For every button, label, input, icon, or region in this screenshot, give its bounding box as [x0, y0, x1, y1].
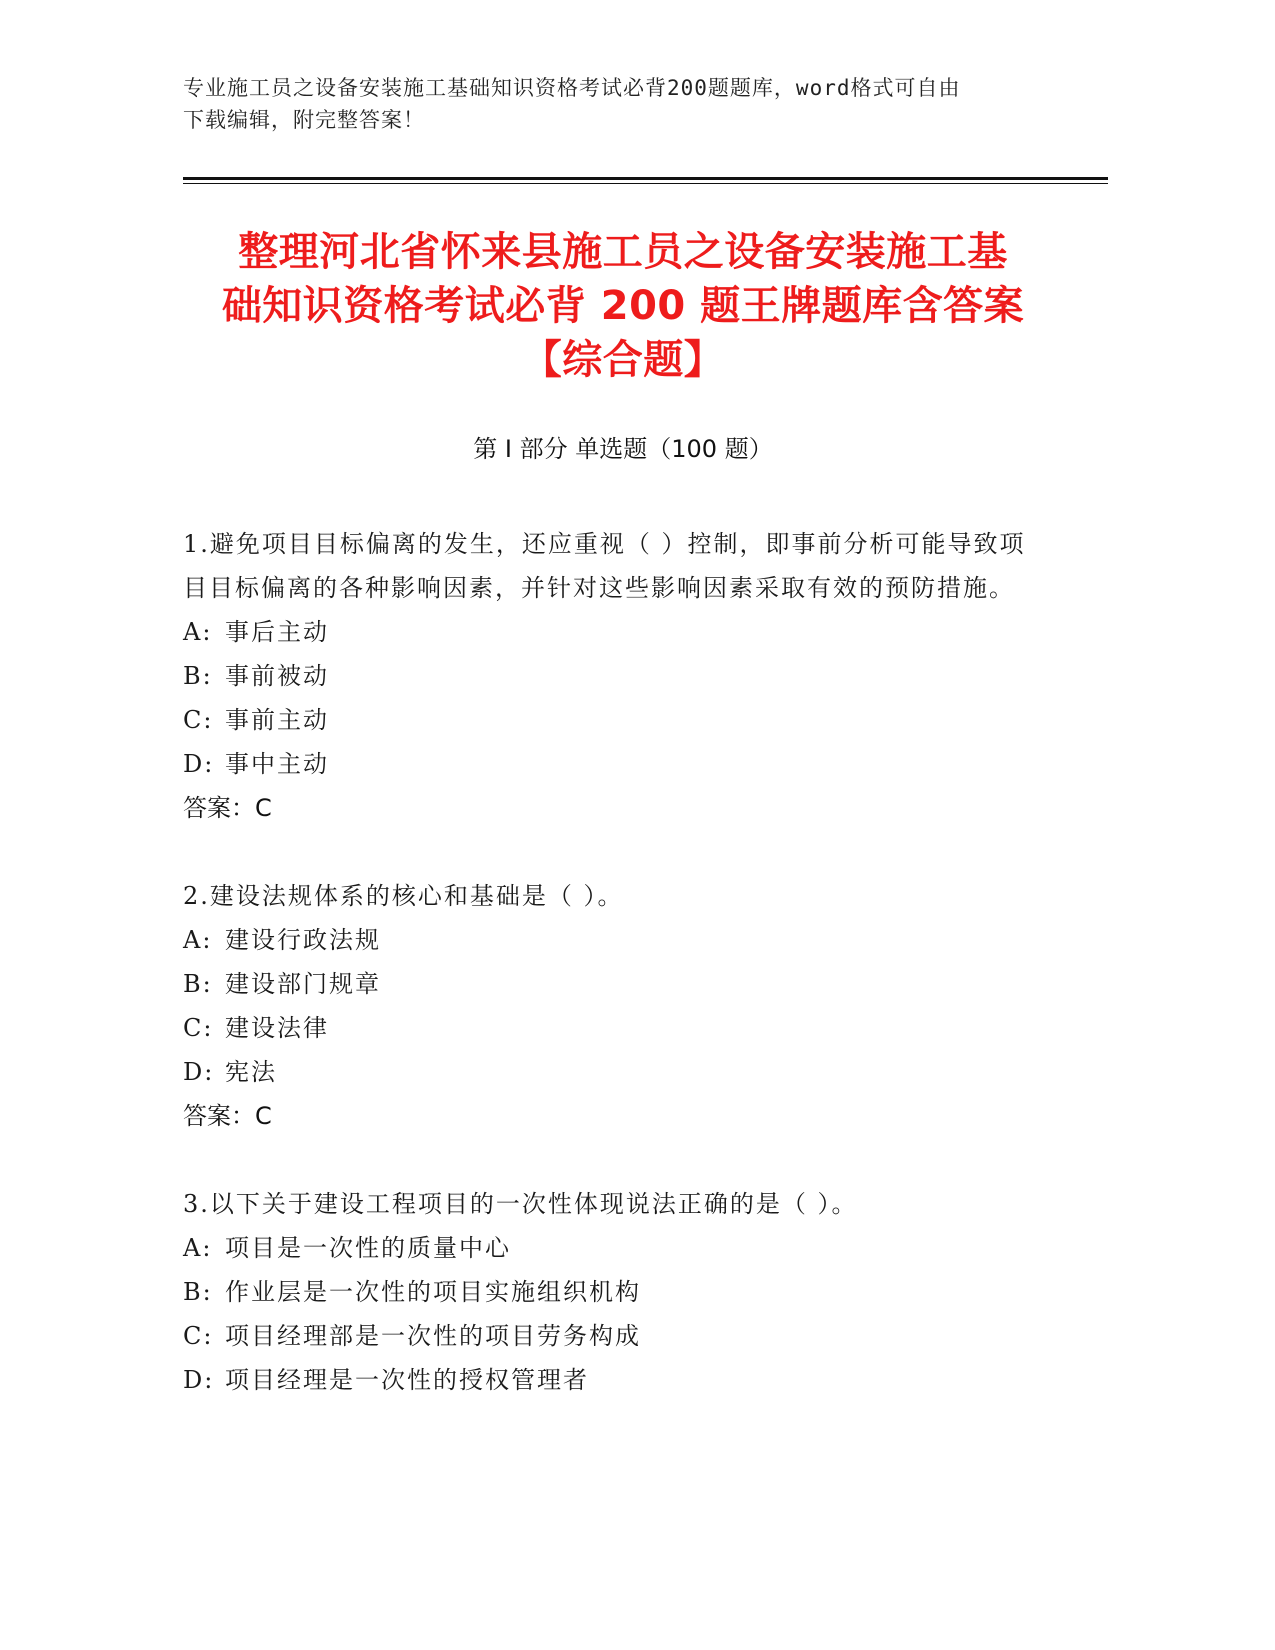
option-key: D:: [183, 1058, 215, 1086]
option-c: [183, 698, 1043, 742]
option-c: [183, 1006, 1043, 1050]
option-key: B:: [183, 1278, 213, 1306]
document-title-line-3: 【综合题】: [521, 337, 725, 383]
option-c: [183, 1314, 1043, 1358]
document-title-line-2: 础知识资格考试必背 200 题王牌题库含答案: [221, 283, 1025, 329]
question-stem: 3.以下关于建设工程项目的一次性体现说法正确的是（ ）。: [183, 1190, 858, 1218]
section-heading: 第 I 部分 单选题（100 题）: [473, 435, 773, 463]
header-note-line-1: 专业施工员之设备安装施工基础知识资格考试必背200题题库，word格式可自由: [183, 76, 961, 100]
option-key: A:: [183, 1234, 213, 1262]
option-key: C:: [183, 1322, 214, 1350]
option-text: 事后主动: [225, 618, 329, 646]
option-b: [183, 654, 1043, 698]
option-text: 项目经理是一次性的授权管理者: [225, 1366, 589, 1394]
question-1: [183, 522, 1043, 830]
option-b: [183, 962, 1043, 1006]
document-title: [183, 225, 1063, 387]
option-a: [183, 918, 1043, 962]
header-divider-thin: [183, 183, 1108, 184]
option-text: 事前被动: [225, 662, 329, 690]
answer-line: 答案：C: [183, 1102, 272, 1130]
option-text: 建设法律: [225, 1014, 329, 1042]
header-note: [183, 72, 1083, 136]
option-key: A:: [183, 618, 213, 646]
option-text: 宪法: [225, 1058, 277, 1086]
question-stem: 1.避免项目目标偏离的发生，还应重视（ ）控制，即事前分析可能导致项目目标偏离的各种影响因素，并针对这些影响因素采取有效的预防措施。: [183, 530, 1026, 602]
answer-line: 答案：C: [183, 794, 272, 822]
option-d: [183, 1358, 1043, 1402]
option-key: C:: [183, 706, 214, 734]
option-text: 事前主动: [225, 706, 329, 734]
option-text: 项目经理部是一次性的项目劳务构成: [225, 1322, 641, 1350]
document-title-line-1: 整理河北省怀来县施工员之设备安装施工基: [238, 229, 1008, 275]
question-stem: 2.建设法规体系的核心和基础是（ ）。: [183, 882, 624, 910]
question-3: [183, 1182, 1043, 1402]
header-divider-thick: [183, 177, 1108, 180]
option-key: B:: [183, 662, 213, 690]
option-text: 作业层是一次性的项目实施组织机构: [225, 1278, 641, 1306]
option-text: 建设部门规章: [225, 970, 381, 998]
option-text: 项目是一次性的质量中心: [225, 1234, 511, 1262]
option-text: 事中主动: [225, 750, 329, 778]
option-key: C:: [183, 1014, 214, 1042]
option-b: [183, 1270, 1043, 1314]
header-note-line-2: 下载编辑，附完整答案！: [183, 108, 425, 132]
question-2: [183, 874, 1043, 1138]
option-key: A:: [183, 926, 213, 954]
option-key: B:: [183, 970, 213, 998]
option-a: [183, 610, 1043, 654]
option-d: [183, 742, 1043, 786]
option-text: 建设行政法规: [225, 926, 381, 954]
option-key: D:: [183, 750, 215, 778]
option-a: [183, 1226, 1043, 1270]
option-key: D:: [183, 1366, 215, 1394]
question-list: [183, 522, 1043, 1446]
option-d: [183, 1050, 1043, 1094]
